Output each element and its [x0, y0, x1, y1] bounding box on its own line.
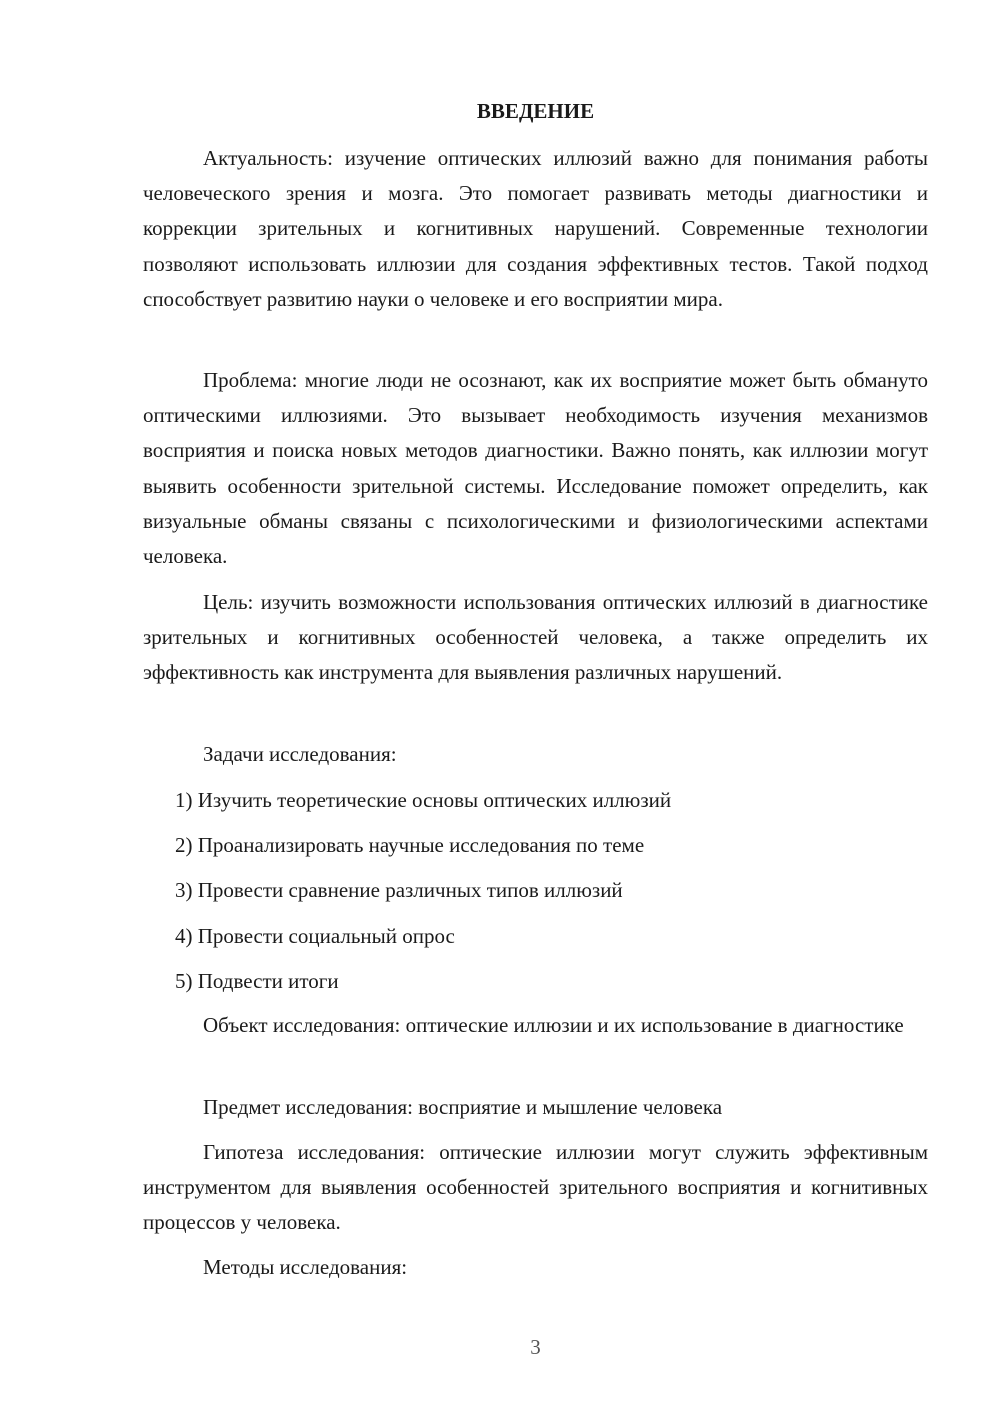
list-item: 4) Провести социальный опрос: [175, 924, 455, 948]
paragraph-object: Объект исследования: оптические иллюзии и их использование в диагностике: [203, 1013, 904, 1037]
list-item: 5) Подвести итоги: [175, 969, 339, 993]
paragraph-goal: Цель: изучить возможности использования оптических иллюзий в диагностике зрительных и когнитивных особенностей человека, а также определить их эффективность как инструмента для выявления различных нарушений.: [143, 590, 928, 685]
paragraph-problem: Проблема: многие люди не осознают, как их восприятие может быть обмануто оптическими иллюзиями. Это вызывает необходимость изучения механизмов восприятия и поиска новых методов диагностики. Важно понять, как иллюзии могут выявить особенности зрительной системы. Исследование поможет определить, как визуальные обманы связаны с психологическими и физиологическими аспектами человека.: [143, 368, 928, 569]
list-item: 1) Изучить теоретические основы оптических иллюзий: [175, 788, 672, 812]
list-item: 3) Провести сравнение различных типов иллюзий: [175, 878, 623, 902]
paragraph-relevance: Актуальность: изучение оптических иллюзий важно для понимания работы человеческого зрения и мозга. Это помогает развивать методы диагностики и коррекции зрительных и когнитивных нарушений. Современные технологии позволяют использовать иллюзии для создания эффективных тестов. Такой подход способствует развитию науки о человеке и его восприятии мира.: [143, 146, 928, 311]
list-item: 2) Проанализировать научные исследования по теме: [175, 833, 645, 857]
document-page: [143, 0, 928, 1414]
page-title: ВВЕДЕНИЕ: [476, 99, 595, 123]
paragraph-subject: Предмет исследования: восприятие и мышление человека: [203, 1095, 723, 1119]
paragraph-methods: Методы исследования:: [203, 1255, 408, 1279]
page-number: 3: [530, 1335, 541, 1359]
tasks-heading: Задачи исследования:: [203, 742, 397, 766]
paragraph-hypothesis: Гипотеза исследования: оптические иллюзии могут служить эффективным инструментом для выявления особенностей зрительного восприятия и когнитивных процессов у человека.: [143, 1140, 928, 1235]
